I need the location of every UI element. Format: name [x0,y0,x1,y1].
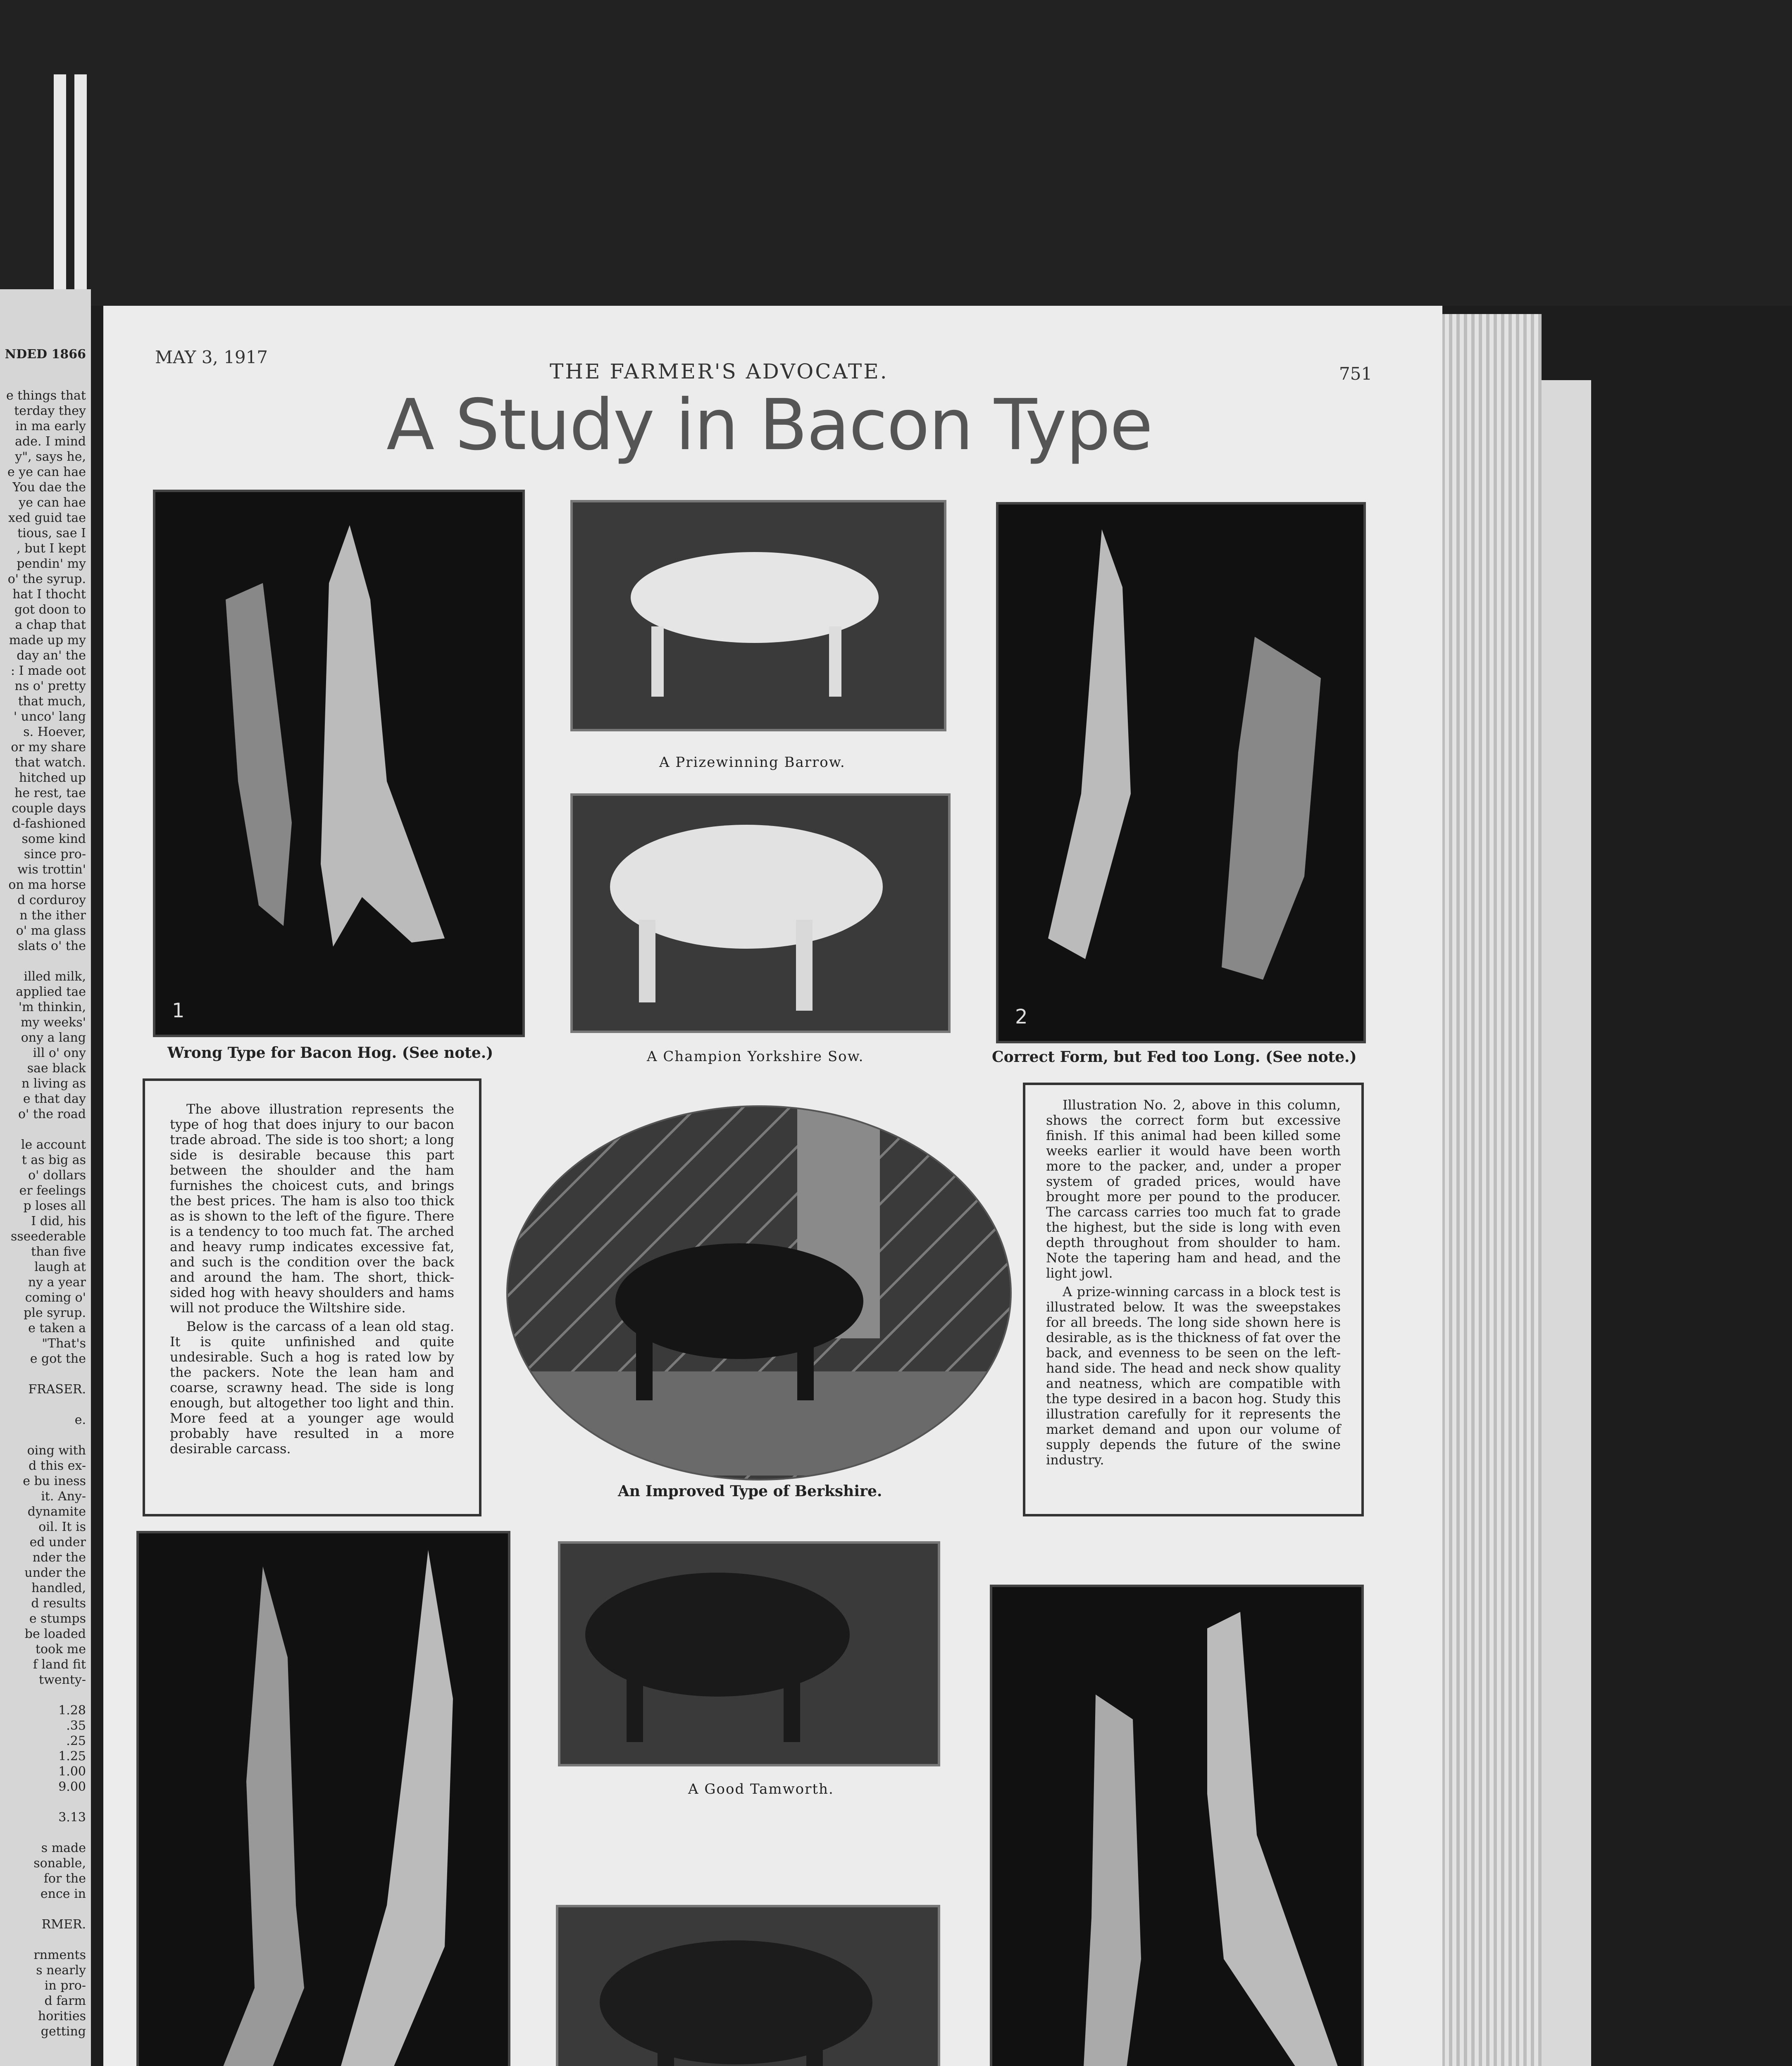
page-number: 751 [1339,364,1373,384]
left-page-line: d corduroy [17,893,86,907]
page-stack-edge [1434,314,1542,2066]
left-page-line: since pro- [24,847,86,862]
left-page-line: coming o' [25,1290,86,1305]
left-page-line: e bu iness [23,1474,86,1488]
left-page-line: ony a lang [21,1031,86,1045]
left-page-line: on ma horse [8,878,86,892]
left-page-line: slats o' the [18,939,86,953]
left-page-line: 1.25 [58,1749,86,1764]
left-page-line: made up my [9,633,86,647]
left-page-line: hat I thocht [12,587,86,602]
left-page-line: ed under [29,1535,86,1550]
left-page-line: sseederable [10,1229,86,1244]
left-page-line: ple syrup. [24,1306,86,1320]
left-page-line: You dae the [12,480,86,495]
left-page-line: my weeks' [21,1015,86,1030]
left-page-line: ' unco' lang [13,709,86,724]
left-page-line: e ye can hae [7,465,86,479]
left-page-line: o' the syrup. [7,572,86,586]
left-page-line: n living as [21,1076,86,1091]
left-page-line: he rest, tae [14,786,86,800]
left-page-line: d this ex- [29,1459,86,1473]
left-page-line: getting [41,2024,86,2039]
left-page-line: 1.00 [58,1764,86,1779]
left-page-line: twenty- [39,1673,86,1687]
left-page-line: hitched up [19,771,86,785]
left-page-line: in ma early [15,419,86,433]
left-page-line: took me [35,1642,86,1657]
issue-date: MAY 3, 1917 [155,347,268,367]
left-page-line: handled, [31,1581,86,1595]
left-page-line: terday they [14,404,86,418]
left-page-line: e stumps [29,1611,86,1626]
photo-champion-yorkshire-sow [570,793,951,1033]
note-box-right [1023,1083,1364,1516]
left-page-line: ny a year [28,1275,86,1290]
left-page-line: dynamite [27,1504,86,1519]
note-paragraph: Below is the carcass of a lean old stag. It is quite unfinished and quite undesirable. Such a hog is rated low by the packers. Note the lean ham and coarse, scrawny head. The side is long enough, but altogether too light and thin. More feed at a younger age would probably have resulted in a more desirable carcass. [170,1319,454,1457]
photo-prizewinning-barrow [570,500,946,731]
left-page-line: o' the road [18,1107,86,1121]
left-page-line: 1.28 [58,1703,86,1718]
left-page-line: RMER. [41,1917,86,1932]
left-page-line: .25 [66,1734,86,1748]
left-page-line: nder the [32,1550,86,1565]
left-page-line: applied tae [16,985,86,999]
left-page-line: er feelings [19,1183,86,1198]
left-page-line: ence in [40,1887,86,1901]
left-page-line: wis trottin' [17,862,86,877]
left-page-line: d results [31,1596,86,1611]
left-page-line: "That's [42,1336,86,1351]
left-page-line: n the ither [19,908,86,923]
left-page-line: y", says he, [15,450,86,464]
left-page-line: s nearly [36,1963,86,1978]
left-page-line: day an' the [17,648,86,663]
left-page-line: that watch. [14,755,86,770]
caption-champion-sow: A Champion Yorkshire Sow. [647,1048,864,1065]
left-page-line: 'm thinkin, [18,1000,86,1014]
left-page-line: under the [24,1566,86,1580]
binding-strip [74,74,87,289]
note-paragraph: The above illustration represents the type of hog that does injury to our bacon trade abroad. The side is too short; a long side is desirable because this part between the shoulder and the ham furnishes the choicest cuts, and brings the best prices. The ham is also too thick as is shown to the left of the figure. There is a tendency to too much fat. The arched and heavy rump indicates excessive fat, and such is the condition over the back and around the ham. The short, thick-sided hog with heavy shoulders and hams will not produce the Wiltshire side. [170,1101,454,1316]
left-page-line: 3.13 [58,1810,86,1825]
left-page-line: sonable, [33,1856,86,1871]
left-page-line: sae black [27,1061,86,1076]
left-page-line: it. Any- [41,1489,86,1504]
publication-name: THE FARMER'S ADVOCATE. [550,359,889,383]
left-page-line: e. [74,1413,86,1427]
left-page-line: horities [38,2009,86,2023]
left-page-line: 9.00 [58,1780,86,1794]
left-page-line: le account [21,1138,86,1152]
note-box-left [143,1078,481,1516]
left-page-line: o' dollars [28,1168,86,1183]
caption-prizewinning-barrow: A Prizewinning Barrow. [659,754,846,771]
left-page-line: illed milk, [24,969,86,984]
left-page-line: rnments [33,1948,86,1962]
left-page-line: o' ma glass [16,924,86,938]
left-page-line: or my share [11,740,86,755]
binding-strip [54,74,66,289]
left-page-line: , but I kept [17,541,86,556]
carcass-photo-correct-form [996,502,1366,1043]
photo-good-tamworth [558,1541,940,1766]
left-page-line: ns o' pretty [14,679,86,693]
photo-berkshire-oval [506,1105,1012,1480]
left-page-line: p loses all [23,1199,86,1213]
caption-correct-form: Correct Form, but Fed too Long. (See note.) [992,1048,1357,1066]
carcass-photo-prize [990,1585,1364,2066]
left-page-line: I did, his [31,1214,86,1228]
left-page-line: than five [31,1245,86,1259]
left-page-line: in pro- [44,1978,86,1993]
left-page-line: f land fit [33,1657,86,1672]
left-page-line: e taken a [28,1321,86,1335]
left-page-line: tious, sae I [17,526,86,540]
backing-board [1542,380,1591,2066]
page-title: A Study in Bacon Type [386,384,1152,466]
left-page-line: oil. It is [38,1520,86,1534]
caption-tamworth: A Good Tamworth. [688,1781,834,1797]
left-page-line: laugh at [34,1260,86,1274]
carcass-photo-lean-stag [136,1531,510,2066]
left-page-line: xed guid tae [8,511,86,525]
figure-number: 2 [1015,1005,1028,1028]
left-page-line: t as big as [21,1153,86,1167]
photo-winning-berkshire-sow [556,1905,940,2066]
note-paragraph: Illustration No. 2, above in this column, shows the correct form but excessive finish. If this animal had been killed some weeks earlier it would have been worth more to the packer, and, under a proper system of graded prices, would have brought more per pound to the producer. The carcass carries too much fat to grade the highest, but the side is long with even depth throughout from shoulder to ham. Note the tapering ham and head, and the light jowl. [1046,1097,1341,1281]
left-page-line: that much, [18,694,86,709]
caption-wrong-type: Wrong Type for Bacon Hog. (See note.) [167,1044,493,1062]
left-page-line: got doon to [14,602,86,617]
left-page-line: ill o' ony [33,1046,86,1060]
left-page-line: s made [41,1841,86,1855]
scanner-background [0,0,1792,306]
left-page-line: for the [43,1871,86,1886]
left-page-fragment [0,289,91,2066]
caption-berkshire: An Improved Type of Berkshire. [618,1483,882,1500]
left-page-line: ye can hae [19,495,86,510]
left-page-line: e things that [6,388,86,403]
left-page-line: couple days [12,801,86,816]
left-page-line: ade. I mind [15,434,86,449]
left-page-line: a chap that [15,618,86,632]
carcass-photo-wrong-type [153,490,525,1037]
left-page-line: : I made oot [10,664,86,678]
left-page-line: d-fashioned [13,816,86,831]
left-page-header: NDED 1866 [5,347,86,362]
left-page-line: oing with [27,1443,86,1458]
note-paragraph: A prize-winning carcass in a block test is illustrated below. It was the sweepstakes for all breeds. The long side shown here is desirable, as is the thickness of fat over the back, and evenness to be seen on the left-hand side. The head and neck show quality and neatness, which are compatible with the type desired in a bacon hog. Study this illustration carefully for it represents the market demand and upon our volume of supply depends the future of the swine industry. [1046,1284,1341,1468]
left-page-line: .35 [66,1718,86,1733]
left-page-line: e that day [23,1092,86,1106]
left-page-line: be loaded [24,1627,86,1641]
left-page-line: s. Hoever, [23,725,86,739]
left-page-line: e got the [30,1352,86,1366]
left-page-line: pendin' my [17,557,86,571]
figure-number: 1 [172,999,185,1022]
left-page-line: d farm [44,1994,86,2008]
left-page-line: some kind [21,832,86,846]
left-page-line: FRASER. [28,1382,86,1397]
